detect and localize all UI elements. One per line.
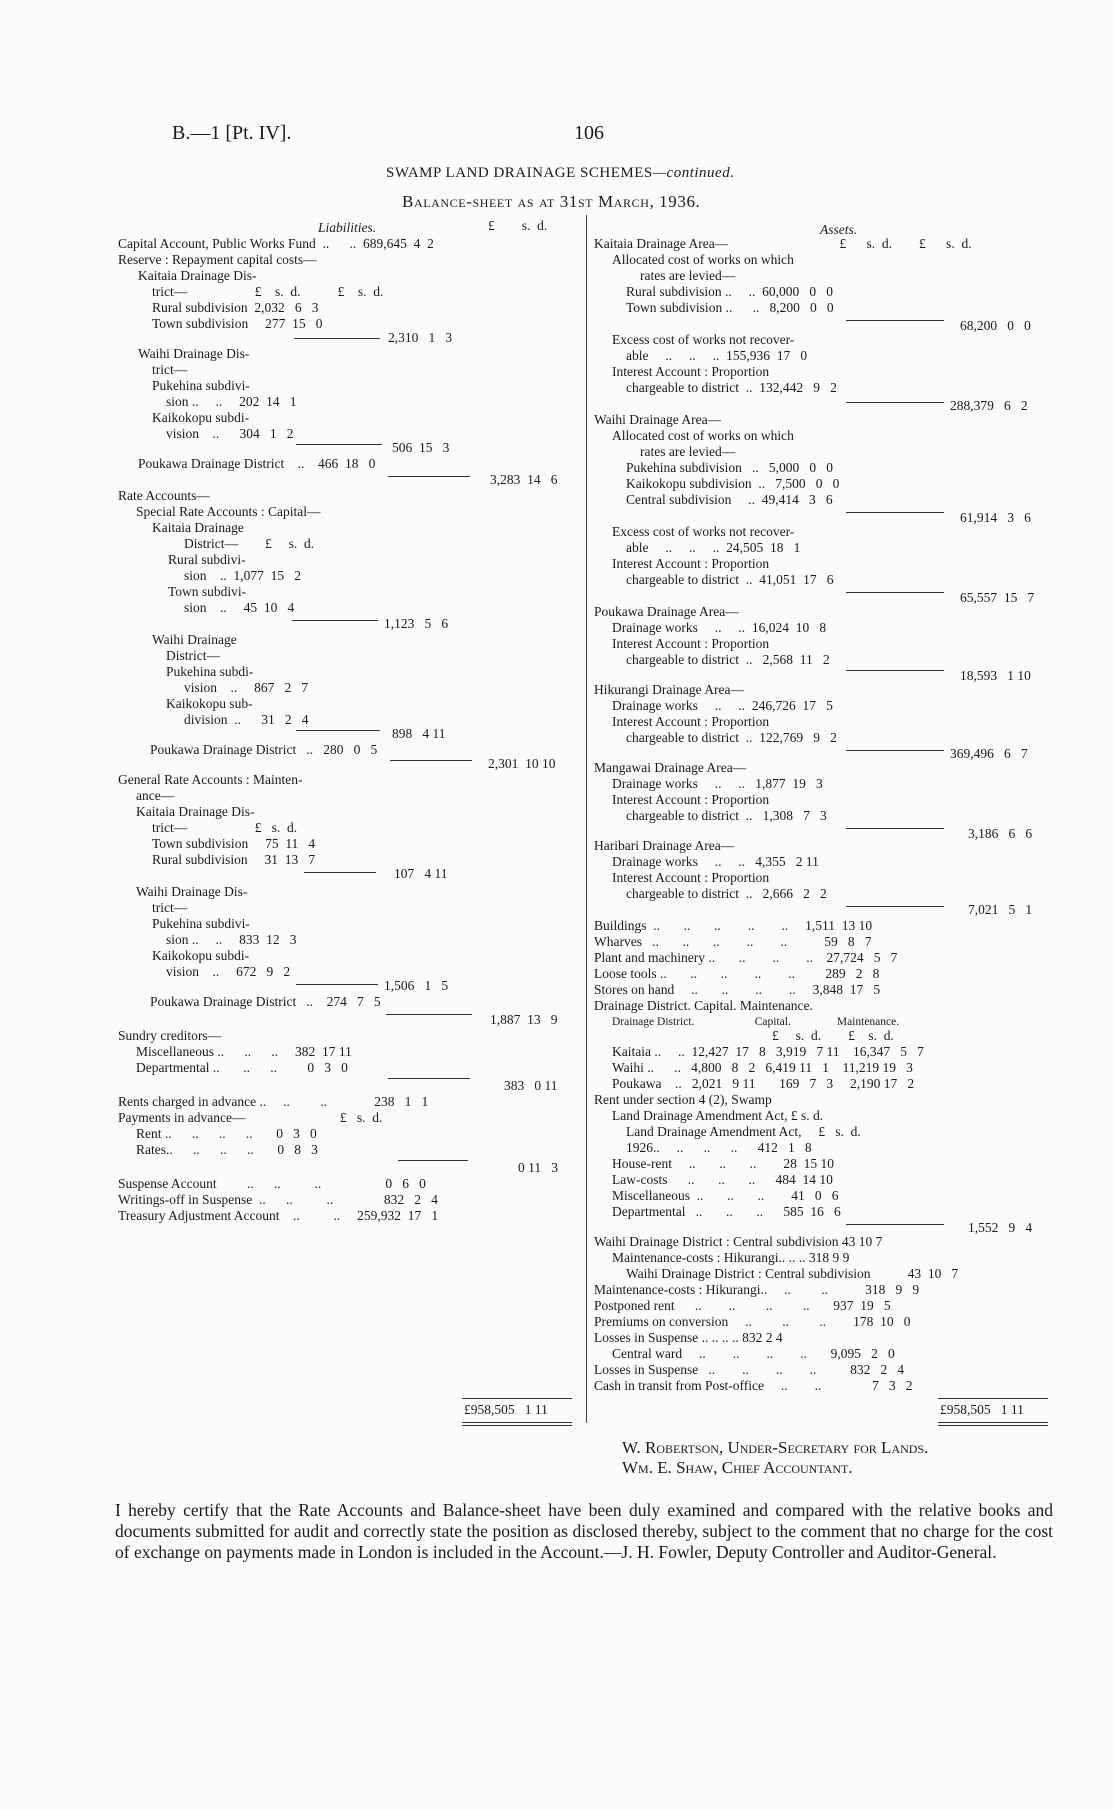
ledger-line: Drainage District. Capital. Maintenance. <box>594 998 813 1013</box>
document-title: SWAMP LAND DRAINAGE SCHEMES—continued. <box>386 165 735 181</box>
audit-certificate: I hereby certify that the Rate Accounts and Balance-sheet have been duly examined and compared with the relative books and documents submitted for audit and correctly state the position as disclosed thereby, subject to the comment that no charge for the cost of exchange on payments made in London is included in the Account.—J. H. Fowler, Deputy Controller and Auditor-General. <box>115 1500 1053 1562</box>
ledger-line: Losses in Suspense .. .. .. .. 832 2 4 <box>594 1330 783 1345</box>
ledger-line: sion .. 45 10 4 <box>184 600 295 615</box>
ledger-line: Kaikokopu sub- <box>166 696 253 711</box>
ledger-line: Waihi Drainage Area— <box>594 412 722 427</box>
ledger-line: 506 15 3 <box>392 440 450 455</box>
ledger-line: Miscellaneous .. .. .. 382 17 11 <box>136 1044 352 1059</box>
ledger-line: rates are levied— <box>640 268 736 283</box>
ledger-line: Cash in transit from Post-office .. .. 7 3 2 <box>594 1378 913 1393</box>
ledger-line: chargeable to district .. 132,442 9 2 <box>626 380 837 395</box>
balance-sheet-title: Balance-sheet as at 31st March, 1936. <box>402 192 701 211</box>
ledger-line: trict— <box>152 900 188 915</box>
ledger-line: Drainage District. Capital. Maintenance. <box>612 1016 900 1028</box>
ledger-line: 1,123 5 6 <box>384 616 449 631</box>
ledger-line: District— £ s. d. <box>184 536 315 551</box>
ledger-line: Town subdivision 75 11 4 <box>152 836 316 851</box>
ledger-line: Town subdivision .. .. 8,200 0 0 <box>626 300 834 315</box>
ledger-line: Central ward .. .. .. .. 9,095 2 0 <box>612 1346 895 1361</box>
ledger-line: 3,186 6 6 <box>968 826 1033 841</box>
ledger-line: Loose tools .. .. .. .. .. 289 2 8 <box>594 966 880 981</box>
ledger-line: 1,552 9 4 <box>968 1220 1033 1235</box>
ledger-line: Special Rate Accounts : Capital— <box>136 504 321 519</box>
ledger-line: sion .. 1,077 15 2 <box>184 568 302 583</box>
ledger-line: 7,021 5 1 <box>968 902 1033 917</box>
ledger-line: Drainage works .. .. 16,024 10 8 <box>612 620 827 635</box>
assets-heading: Assets. <box>820 222 858 237</box>
ledger-line: 898 4 11 <box>392 726 446 741</box>
ledger-line: Writings-off in Suspense .. .. .. 832 2 4 <box>118 1192 438 1207</box>
ledger-line: Kaikokopu subdivision .. 7,500 0 0 <box>626 476 840 491</box>
ledger-line: General Rate Accounts : Mainten- <box>118 772 303 787</box>
ledger-line: Premiums on conversion .. .. .. 178 10 0 <box>594 1314 911 1329</box>
ledger-line: trict— £ s. d. £ s. d. <box>152 284 384 299</box>
ledger-line: Interest Account : Proportion <box>612 714 770 729</box>
ledger-line: 2,310 1 3 <box>388 330 453 345</box>
ledger-line: Poukawa Drainage Area— <box>594 604 739 619</box>
ledger-line: Poukawa Drainage District .. 274 7 5 <box>150 994 381 1009</box>
ledger-line: Kaikokopu subdi- <box>152 410 250 425</box>
ledger-line: Allocated cost of works on which <box>612 252 794 267</box>
ledger-line: Rent .. .. .. .. 0 3 0 <box>136 1126 317 1141</box>
assets-total: £958,505 1 11 <box>940 1402 1024 1417</box>
ledger-line: Pukehina subdivision .. 5,000 0 0 <box>626 460 834 475</box>
signature-under-secretary: W. Robertson, Under-Secretary for Lands. <box>622 1438 929 1457</box>
signature-chief-accountant: Wm. E. Shaw, Chief Accountant. <box>622 1458 853 1477</box>
ledger-line: chargeable to district .. 2,568 11 2 <box>626 652 830 667</box>
ledger-line: 3,283 14 6 <box>490 472 558 487</box>
ledger-line: Buildings .. .. .. .. .. 1,511 13 10 <box>594 918 873 933</box>
ledger-line: Allocated cost of works on which <box>612 428 794 443</box>
ledger-line: Pukehina subdi- <box>166 664 254 679</box>
ledger-line: Waihi .. .. 4,800 8 2 6,419 11 1 11,219 19 3 <box>612 1060 913 1075</box>
ledger-line: £ s. d. £ s. d. <box>772 1028 894 1043</box>
ledger-line: 2,301 10 10 <box>488 756 556 771</box>
ledger-line: Kaikokopu subdi- <box>152 948 250 963</box>
ledger-line: Rent under section 4 (2), Swamp <box>594 1092 772 1107</box>
ledger-line: Poukawa .. 2,021 9 11 169 7 3 2,190 17 2 <box>612 1076 915 1091</box>
ledger-line: chargeable to district .. 41,051 17 6 <box>626 572 834 587</box>
ledger-line: Kaitaia Drainage Area— £ s. d. £ s. d. <box>594 236 972 251</box>
ledger-line: able .. .. .. 155,936 17 0 <box>626 348 808 363</box>
ledger-line: Interest Account : Proportion <box>612 556 770 571</box>
report-reference: B.—1 [Pt. IV]. <box>172 122 292 144</box>
ledger-line: trict— £ s. d. <box>152 820 298 835</box>
center-divider <box>586 215 587 1423</box>
ledger-line: Sundry creditors— <box>118 1028 222 1043</box>
ledger-line: Waihi Drainage District : Central subdivision 43 10 7 <box>626 1266 959 1281</box>
ledger-line: Interest Account : Proportion <box>612 792 770 807</box>
ledger-line: Losses in Suspense .. .. .. .. 832 2 4 <box>594 1362 905 1377</box>
ledger-line: Rural subdivi- <box>168 552 246 567</box>
ledger-line: Pukehina subdivi- <box>152 916 250 931</box>
liabilities-total: £958,505 1 11 <box>464 1402 548 1417</box>
ledger-line: division .. 31 2 4 <box>184 712 309 727</box>
ledger-line: Town subdivi- <box>168 584 247 599</box>
ledger-line: able .. .. .. 24,505 18 1 <box>626 540 801 555</box>
liabilities-heading: Liabilities. <box>318 220 377 235</box>
ledger-line: Kaitaia Drainage Dis- <box>138 268 257 283</box>
ledger-line: Treasury Adjustment Account .. .. 259,932 17 1 <box>118 1208 439 1223</box>
ledger-line: Rents charged in advance .. .. .. 238 1 1 <box>118 1094 429 1109</box>
ledger-line: 369,496 6 7 <box>950 746 1028 761</box>
ledger-line: Poukawa Drainage District .. 466 18 0 <box>138 456 376 471</box>
ledger-line: Interest Account : Proportion <box>612 636 770 651</box>
ledger-line: ance— <box>136 788 175 803</box>
ledger-line: Rural subdivision .. .. 60,000 0 0 <box>626 284 834 299</box>
ledger-line: Maintenance-costs : Hikurangi.. .. .. 318 9 9 <box>612 1250 850 1265</box>
ledger-line: District— <box>166 648 220 663</box>
ledger-line: Mangawai Drainage Area— <box>594 760 747 775</box>
ledger-line: Poukawa Drainage District .. 280 0 5 <box>150 742 378 757</box>
ledger-line: Excess cost of works not recover- <box>612 332 795 347</box>
ledger-line: 288,379 6 2 <box>950 398 1028 413</box>
ledger-line: Waihi Drainage Dis- <box>136 884 248 899</box>
ledger-line: trict— <box>152 362 188 377</box>
ledger-line: Suspense Account .. .. .. 0 6 0 <box>118 1176 426 1191</box>
ledger-line: 1,887 13 9 <box>490 1012 558 1027</box>
ledger-line: Departmental .. .. .. 0 3 0 <box>136 1060 348 1075</box>
ledger-line: Interest Account : Proportion <box>612 364 770 379</box>
ledger-line: 61,914 3 6 <box>960 510 1031 525</box>
ledger-line: Land Drainage Amendment Act, £ s. d. <box>626 1124 861 1139</box>
ledger-line: chargeable to district .. 122,769 9 2 <box>626 730 837 745</box>
ledger-line: Drainage works .. .. 1,877 19 3 <box>612 776 823 791</box>
ledger-line: chargeable to district .. 2,666 2 2 <box>626 886 827 901</box>
ledger-line: Pukehina subdivi- <box>152 378 250 393</box>
ledger-line: 1926.. .. .. .. 412 1 8 <box>626 1140 812 1155</box>
ledger-line: 18,593 1 10 <box>960 668 1031 683</box>
ledger-line: Kaitaia Drainage <box>152 520 244 535</box>
ledger-line: vision .. 867 2 7 <box>184 680 309 695</box>
ledger-line: vision .. 304 1 2 <box>166 426 294 441</box>
ledger-line: sion .. .. 202 14 1 <box>166 394 297 409</box>
ledger-line: Payments in advance— £ s. d. <box>118 1110 383 1125</box>
ledger-line: Interest Account : Proportion <box>612 870 770 885</box>
ledger-line: chargeable to district .. 1,308 7 3 <box>626 808 827 823</box>
ledger-line: Rates.. .. .. .. 0 8 3 <box>136 1142 318 1157</box>
ledger-line: Land Drainage Amendment Act, £ s. d. <box>612 1108 824 1123</box>
ledger-line: Excess cost of works not recover- <box>612 524 795 539</box>
ledger-line: Rate Accounts— <box>118 488 210 503</box>
ledger-line: Postponed rent .. .. .. .. 937 19 5 <box>594 1298 891 1313</box>
ledger-line: vision .. 672 9 2 <box>166 964 291 979</box>
ledger-line: Reserve : Repayment capital costs— <box>118 252 317 267</box>
ledger-line: sion .. .. 833 12 3 <box>166 932 297 947</box>
ledger-line: 1,506 1 5 <box>384 978 449 993</box>
ledger-line: Haribari Drainage Area— <box>594 838 735 853</box>
ledger-line: Drainage works .. .. 4,355 2 11 <box>612 854 819 869</box>
ledger-line: Capital Account, Public Works Fund .. .. 689,645 4 2 <box>118 236 434 251</box>
ledger-line: Waihi Drainage Dis- <box>138 346 250 361</box>
ledger-line: Kaitaia .. .. 12,427 17 8 3,919 7 11 16,347 5 7 <box>612 1044 924 1059</box>
ledger-line: Law-costs .. .. .. 484 14 10 <box>612 1172 833 1187</box>
ledger-line: Waihi Drainage <box>152 632 237 647</box>
ledger-line: rates are levied— <box>640 444 736 459</box>
ledger-line: Plant and machinery .. .. .. .. 27,724 5 7 <box>594 950 898 965</box>
ledger-line: Town subdivision 277 15 0 <box>152 316 323 331</box>
liabilities-column-head: £ s. d. <box>488 218 548 233</box>
ledger-line: Waihi Drainage District : Central subdivision 43 10 7 <box>594 1234 883 1249</box>
page-number: 106 <box>574 122 604 144</box>
ledger-line: Wharves .. .. .. .. .. 59 8 7 <box>594 934 872 949</box>
ledger-line: 107 4 11 <box>394 866 448 881</box>
ledger-line: Stores on hand .. .. .. .. 3,848 17 5 <box>594 982 881 997</box>
ledger-line: Rural subdivision 31 13 7 <box>152 852 316 867</box>
ledger-line: 68,200 0 0 <box>960 318 1031 333</box>
ledger-line: Hikurangi Drainage Area— <box>594 682 744 697</box>
ledger-line: Central subdivision .. 49,414 3 6 <box>626 492 833 507</box>
ledger-line: Kaitaia Drainage Dis- <box>136 804 255 819</box>
ledger-line: Departmental .. .. .. 585 16 6 <box>612 1204 841 1219</box>
ledger-line: 383 0 11 <box>504 1078 558 1093</box>
ledger-line: 65,557 15 7 <box>960 590 1035 605</box>
ledger-line: Miscellaneous .. .. .. 41 0 6 <box>612 1188 839 1203</box>
ledger-line: Rural subdivision 2,032 6 3 <box>152 300 319 315</box>
ledger-line: Maintenance-costs : Hikurangi.. .. .. 318 9 9 <box>594 1282 920 1297</box>
ledger-line: 0 11 3 <box>518 1160 558 1175</box>
ledger-line: House-rent .. .. .. 28 15 10 <box>612 1156 834 1171</box>
ledger-line: Drainage works .. .. 246,726 17 5 <box>612 698 833 713</box>
